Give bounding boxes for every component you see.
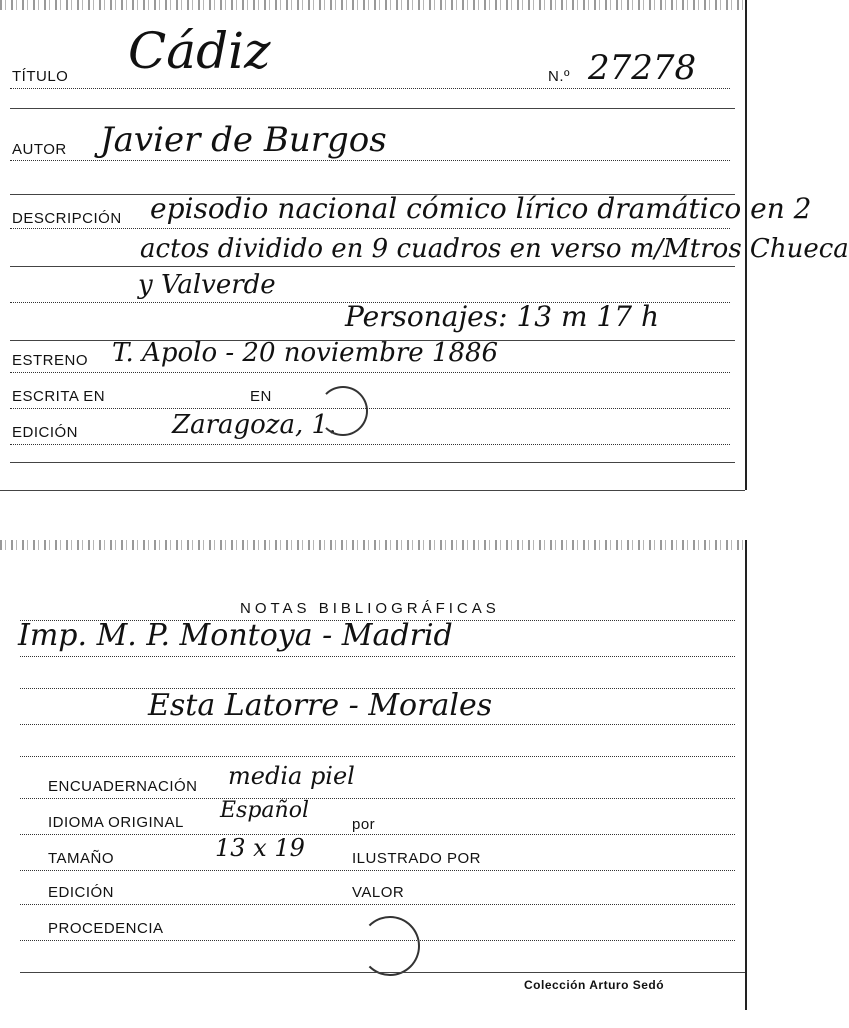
- catalog-card-bottom: [0, 540, 747, 1010]
- estreno-value: T. Apolo - 20 noviembre 1886: [112, 338, 499, 368]
- autor-label: AUTOR: [12, 141, 67, 158]
- card-top-edge: [0, 0, 745, 10]
- notas-heading: NOTAS BIBLIOGRÁFICAS: [240, 600, 500, 617]
- nota-line2: Esta Latorre - Morales: [148, 688, 493, 723]
- rule: [20, 904, 735, 905]
- procedencia-label: PROCEDENCIA: [48, 920, 164, 937]
- autor-rule: [10, 160, 730, 161]
- por-label: por: [352, 816, 376, 833]
- estreno-label: ESTRENO: [12, 352, 89, 369]
- library-stamp: [318, 386, 368, 436]
- rule: [20, 834, 735, 835]
- rule: [10, 266, 735, 267]
- rule: [20, 724, 735, 725]
- valor-label: VALOR: [352, 884, 405, 901]
- en-label: EN: [250, 388, 272, 405]
- encuadernacion-label: ENCUADERNACIÓN: [48, 778, 198, 795]
- tamano-value: 13 x 19: [215, 834, 305, 862]
- collection-footer: Colección Arturo Sedó: [524, 978, 665, 992]
- descripcion-line3: y Valverde: [138, 270, 276, 300]
- rule: [20, 798, 735, 799]
- rule: [10, 462, 735, 463]
- numero-value: 27278: [588, 48, 697, 88]
- tamano-label: TAMAÑO: [48, 850, 115, 867]
- catalog-card-top: [0, 0, 849, 490]
- edicion-value: Zaragoza, 1.: [172, 410, 337, 440]
- rule: [10, 108, 735, 109]
- numero-label: N.º: [548, 68, 570, 85]
- nota-line1: Imp. M. P. Montoya - Madrid: [18, 618, 453, 653]
- rule: [20, 972, 745, 973]
- library-stamp: [360, 916, 420, 976]
- idioma-value: Español: [220, 798, 309, 823]
- rule: [20, 870, 735, 871]
- ilustrado-label: ILUSTRADO POR: [352, 850, 482, 867]
- rule: [20, 656, 735, 657]
- idioma-label: IDIOMA ORIGINAL: [48, 814, 184, 831]
- titulo-rule: [10, 88, 730, 89]
- encuadernacion-value: media piel: [228, 762, 355, 790]
- edicion-label: EDICIÓN: [12, 424, 79, 441]
- descripcion-label: DESCRIPCIÓN: [12, 210, 122, 227]
- escrita-rule: [10, 408, 730, 409]
- personajes-value: Personajes: 13 m 17 h: [345, 300, 659, 333]
- card-bottom-edge: [0, 540, 745, 550]
- titulo-value: Cádiz: [128, 22, 271, 80]
- escrita-label: ESCRITA EN: [12, 388, 106, 405]
- estreno-rule: [10, 372, 730, 373]
- rule: [20, 940, 735, 941]
- titulo-label: TÍTULO: [12, 68, 69, 85]
- descripcion-line1: episodio nacional cómico lírico dramático en 2: [150, 192, 812, 225]
- edicion-label-bottom: EDICIÓN: [48, 884, 115, 901]
- edicion-rule: [10, 444, 730, 445]
- card-divider: [0, 490, 745, 491]
- descripcion-rule: [10, 228, 730, 229]
- autor-value: Javier de Burgos: [100, 120, 387, 160]
- rule: [20, 756, 735, 757]
- descripcion-line2: actos dividido en 9 cuadros en verso m/Mtros Chueca: [140, 234, 849, 264]
